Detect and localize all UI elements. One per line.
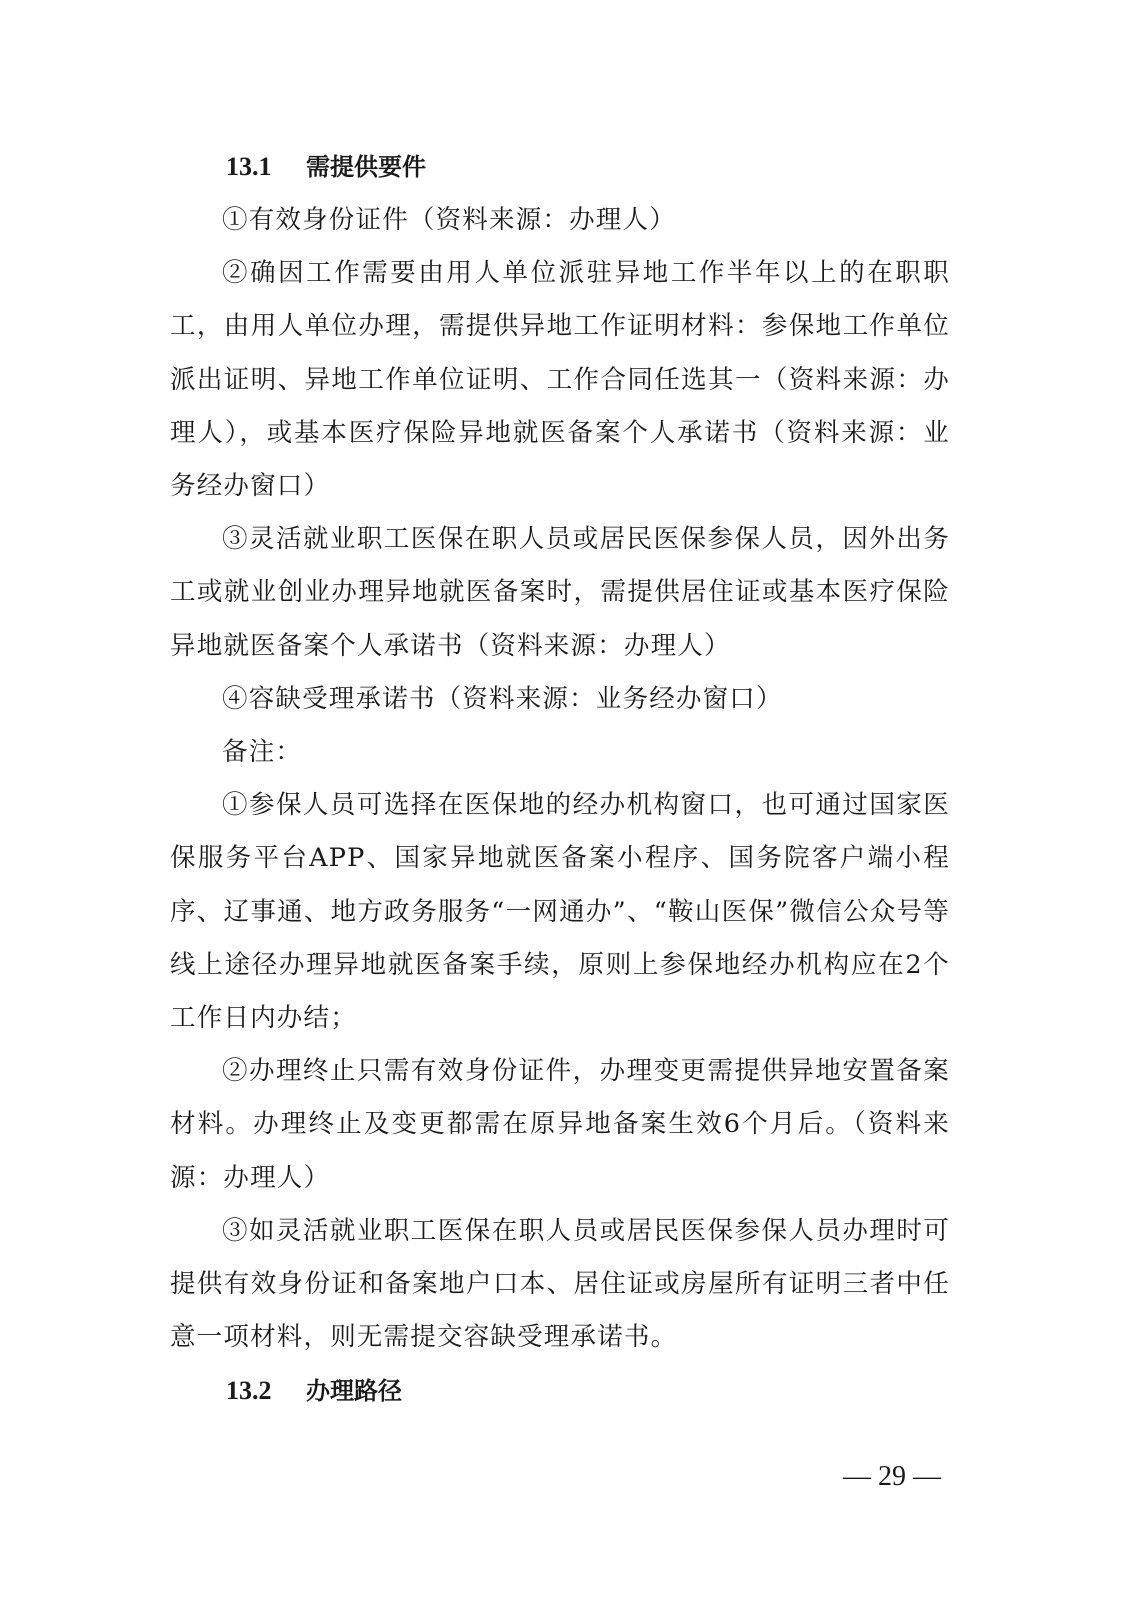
section-heading-13-1 (170, 140, 950, 194)
section-title: 需提供要件 (306, 153, 426, 181)
page-content (170, 140, 950, 1418)
section-title: 办理路径 (306, 1377, 402, 1406)
page-number: — 29 — (843, 1461, 941, 1492)
requirement-item-3: ③灵活就业职工医保在职人员或居民医保参保人员，因外出务工或就业创业办理异地就医备案时，需提供居住证或基本医疗保险异地就医备案个人承诺书（资料来源：办理人） (170, 524, 950, 661)
note-item-2: ②办理终止只需有效身份证件，办理变更需提供异地安置备案材料。办理终止及变更都需在原异地备案生效6个月后。（资料来源：办理人） (170, 1056, 950, 1193)
notes-label: 备注： (222, 737, 303, 768)
note-item-3: ③如灵活就业职工医保在职人员或居民医保参保人员办理时可提供有效身份证和备案地户口本、居住证或房屋所有证明三者中任意一项材料，则无需提交容缺受理承诺书。 (170, 1215, 950, 1353)
section-number: 13.2 (226, 1376, 272, 1406)
section-number: 13.1 (226, 152, 272, 181)
requirement-item-2: ②确因工作需要由用人单位派驻异地工作半年以上的在职职工，由用人单位办理，需提供异地工作证明材料：参保地工作单位派出证明、异地工作单位证明、工作合同任选其一（资料来源：办理人），或基本医疗保险异地就医备案个人承诺书（资料来源：业务经办窗口） (170, 258, 950, 502)
section-heading-13-2 (170, 1364, 950, 1418)
note-item-1: ①参保人员可选择在医保地的经办机构窗口，也可通过国家医保服务平台APP、国家异地就医备案小程序、国务院客户端小程序、辽事通、地方政务服务“一网通办”、“鞍山医保”微信公众号等线上途径办理异地就医备案手续，原则上参保地经办机构应在2个工作日内办结； (170, 790, 950, 1034)
requirement-item-1: ①有效身份证件（资料来源：办理人） (222, 205, 676, 235)
requirement-item-4: ④容缺受理承诺书（资料来源：业务经办窗口） (222, 683, 783, 714)
